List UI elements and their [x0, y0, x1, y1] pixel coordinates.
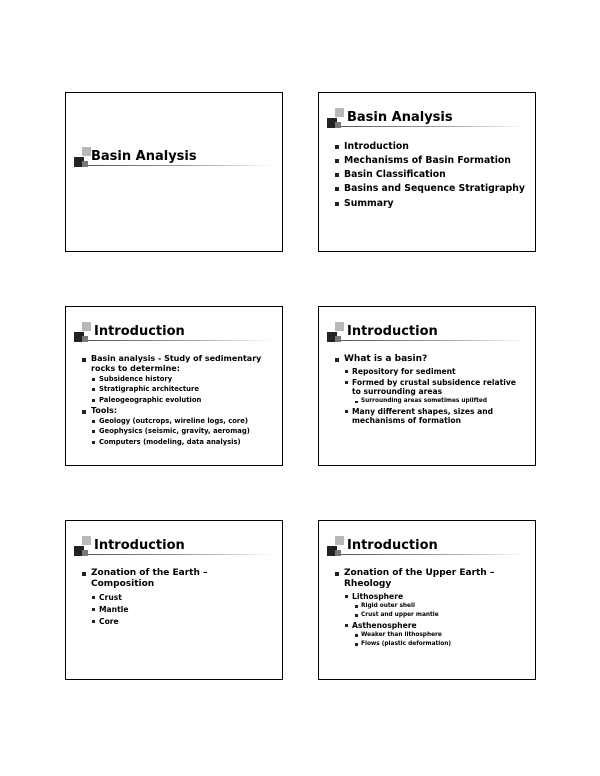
slide-3: [65, 306, 283, 466]
slide-2: [318, 92, 536, 252]
sub-bullet: Geology (outcrops, wireline logs, core): [92, 417, 272, 425]
sub-bullet: Crust: [92, 593, 272, 602]
slide-title: Introduction: [94, 324, 185, 339]
sub-bullet: Many different shapes, sizes and mechanisms of formation: [345, 407, 525, 425]
sub-bullet: Lithosphere: [345, 592, 525, 601]
slide-bullets: [82, 568, 272, 629]
sub-sub-bullet: Weaker than lithosphere: [355, 632, 525, 639]
sub-bullet: Repository for sediment: [345, 367, 525, 376]
sub-bullet: Asthenosphere: [345, 621, 525, 630]
slide-bullets: [335, 354, 525, 427]
slide-1: [65, 92, 283, 252]
slide-title: Introduction: [347, 324, 438, 339]
slide-bullets: [82, 354, 272, 448]
sub-sub-bullet: Crust and upper mantle: [355, 612, 525, 619]
slide-5: [65, 520, 283, 680]
bullet: What is a basin?: [335, 354, 525, 365]
bullet: Tools:: [82, 406, 272, 416]
slide-title: Introduction: [94, 538, 185, 553]
slide-6: [318, 520, 536, 680]
bullet: Zonation of the Earth – Composition: [82, 568, 272, 590]
bullet: Basin Classification: [335, 169, 525, 180]
sub-bullet: Mantle: [92, 605, 272, 614]
sub-bullet: Subsidence history: [92, 375, 272, 383]
bullet: Mechanisms of Basin Formation: [335, 155, 525, 166]
bullet: Basin analysis - Study of sedimentary rocks to determine:: [82, 354, 272, 373]
slide-bullets: [335, 568, 525, 650]
slide-bullets: [335, 141, 525, 212]
slide-title: Introduction: [347, 538, 438, 553]
bullet: Introduction: [335, 141, 525, 152]
sub-bullet: Stratigraphic architecture: [92, 385, 272, 393]
sub-bullet: Formed by crustal subsidence relative to surrounding areas: [345, 378, 525, 396]
slide-4: [318, 306, 536, 466]
sub-bullet: Computers (modeling, data analysis): [92, 438, 272, 446]
sub-sub-bullet: Surrounding areas sometimes uplifted: [355, 398, 525, 405]
bullet: Zonation of the Upper Earth – Rheology: [335, 568, 525, 590]
sub-sub-bullet: Flows (plastic deformation): [355, 641, 525, 648]
sub-bullet: Paleogeographic evolution: [92, 396, 272, 404]
bullet: Basins and Sequence Stratigraphy: [335, 183, 525, 194]
sub-bullet: Core: [92, 617, 272, 626]
sub-sub-bullet: Rigid outer shell: [355, 603, 525, 610]
bullet: Summary: [335, 198, 525, 209]
sub-bullet: Geophysics (seismic, gravity, aeromag): [92, 427, 272, 435]
slide-title: Basin Analysis: [347, 110, 453, 125]
slide-title: Basin Analysis: [91, 149, 197, 164]
